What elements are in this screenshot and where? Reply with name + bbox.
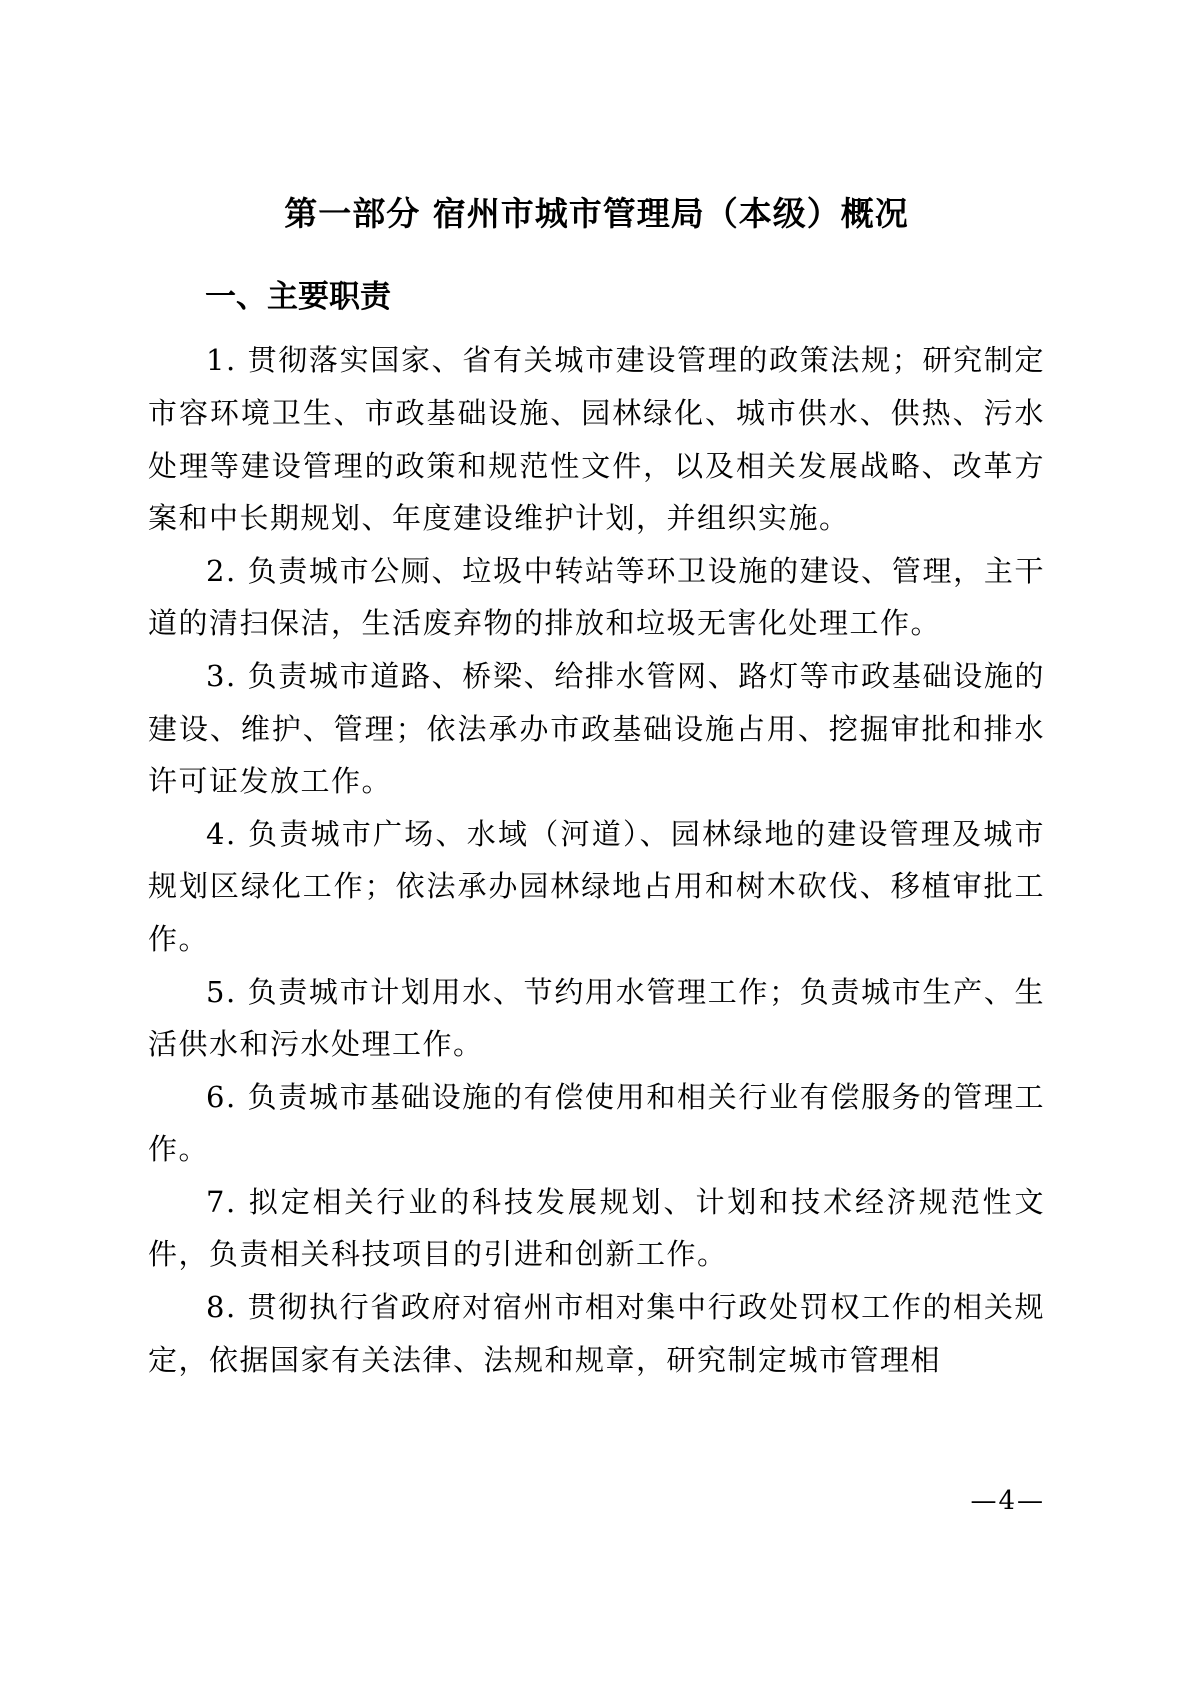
page-number: —4—: [970, 1486, 1045, 1516]
duty-paragraph-5: 5. 负责城市计划用水、节约用水管理工作；负责城市生产、生活供水和污水处理工作。: [148, 974, 1045, 1062]
document-content: [148, 192, 1045, 1386]
document-title: 第一部分 宿州市城市管理局（本级）概况: [284, 194, 909, 233]
duty-paragraph-7: 7. 拟定相关行业的科技发展规划、计划和技术经济规范性文件，负责相关科技项目的引进和创新工作。: [148, 1184, 1045, 1272]
duty-paragraph-4: 4. 负责城市广场、水域（河道）、园林绿地的建设管理及城市规划区绿化工作；依法承办园林绿地占用和树木砍伐、移植审批工作。: [148, 816, 1045, 956]
duty-paragraph-8: 8. 贯彻执行省政府对宿州市相对集中行政处罚权工作的相关规定，依据国家有关法律、法规和规章，研究制定城市管理相: [148, 1290, 1045, 1377]
duty-paragraph-6: 6. 负责城市基础设施的有偿使用和相关行业有偿服务的管理工作。: [148, 1079, 1045, 1167]
duty-paragraph-3: 3. 负责城市道路、桥梁、给排水管网、路灯等市政基础设施的建设、维护、管理；依法承办市政基础设施占用、挖掘审批和排水许可证发放工作。: [148, 658, 1045, 799]
section-heading-main-duties: 一、主要职责: [205, 278, 391, 315]
duty-paragraph-1: 1. 贯彻落实国家、省有关城市建设管理的政策法规；研究制定市容环境卫生、市政基础设施、园林绿化、城市供水、供热、污水处理等建设管理的政策和规范性文件，以及相关发展战略、改革方案和中长期规划、年度建设维护计划，并组织实施。: [148, 343, 1045, 536]
duty-paragraph-2: 2. 负责城市公厕、垃圾中转站等环卫设施的建设、管理，主干道的清扫保洁，生活废弃物的排放和垃圾无害化处理工作。: [148, 553, 1045, 641]
